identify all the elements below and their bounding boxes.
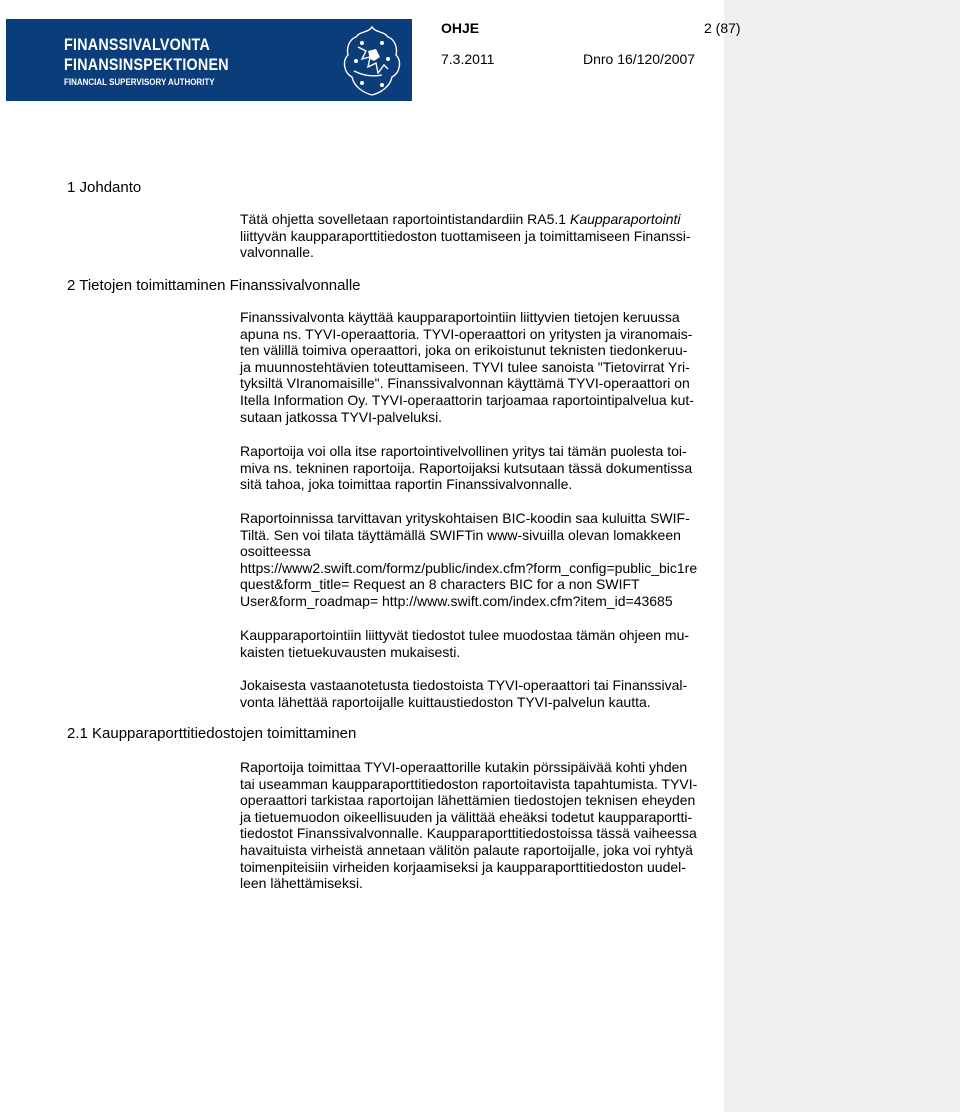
paragraph-toimittaminen [240, 759, 720, 892]
swift-url-line: https://www2.swift.com/formz/public/index.cfm?form_config=public_bic1re [240, 559, 698, 576]
text-line: kaisten tietuekuvausten mukaisesti. [240, 643, 461, 660]
text-line: tiedostot Finanssivalvonnalle. Kaupparaporttitiedostoissa tässä vaiheessa [240, 825, 697, 842]
page-number: 2 (87) [704, 20, 741, 36]
text-line: operaattori tarkistaa raportoijan lähettämien tiedostojen teknisen eheyden [240, 792, 696, 809]
text-line: Raportoija voi olla itse raportointivelvollinen yritys tai tämän puolesta toi- [240, 443, 687, 459]
reference-number: Dnro 16/120/2007 [583, 51, 696, 67]
paragraph-bic-code [240, 510, 720, 610]
heading-johdanto: 1 Johdanto [67, 179, 142, 196]
text-line: vonta lähettää raportoijalle kuittaustiedoston TYVI-palvelun kautta. [240, 693, 651, 710]
heading-tietojen-toimittaminen: 2 Tietojen toimittaminen Finanssivalvonnalle [67, 277, 361, 294]
heading-kaupparaporttitiedostojen-toimittaminen: 2.1 Kaupparaporttitiedostojen toimittaminen [67, 725, 357, 742]
text-line: Finanssivalvonta käyttää kaupparaportointiin liittyvien tietojen keruussa [240, 309, 680, 325]
text-line: miva ns. tekninen raportoija. Raportoijaksi kutsutaan tässä dokumentissa [240, 459, 693, 476]
right-margin-strip [724, 0, 960, 1112]
text-line: tai useamman kaupparaporttitiedoston raportoitavista tapahtumista. TYVI- [240, 775, 698, 792]
swift-url-line: quest&form_title= Request an 8 characters BIC for a non SWIFT [240, 576, 640, 593]
text-line: ten välillä toimiva operaattori, joka on erikoistunut teknisten tiedonkeruu- [240, 342, 688, 359]
text-line: osoitteessa [240, 543, 311, 560]
text-line: havaituista virheistä annetaan välitön palaute raportoijalle, joka voi ryhtyä [240, 841, 693, 858]
text-line: leen lähettämiseksi. [240, 875, 363, 892]
text-line-part: Tätä ohjetta sovelletaan raportointistandardiin RA5.1 [240, 211, 570, 227]
text-line: apuna ns. TYVI-operaattoria. TYVI-operaattori on yritysten ja viranomais- [240, 325, 693, 342]
text-line: Kaupparaportointiin liittyvät tiedostot tulee muodostaa tämän ohjeen mu- [240, 627, 690, 643]
text-line: Jokaisesta vastaanotetusta tiedostoista TYVI-operaattori tai Finanssival- [240, 677, 688, 693]
text-line: tyksiltä VIranomaisille". Finanssivalvonnan käyttämä TYVI-operaattori on [240, 375, 690, 392]
document-date: 7.3.2011 [441, 51, 495, 67]
paragraph-tiedostot [240, 627, 720, 660]
text-line: Raportoinnissa tarvittavan yrityskohtaisen BIC-koodin saa kuluitta SWIF- [240, 510, 690, 526]
logo-line-sv: FINANSINSPEKTIONEN [64, 55, 229, 74]
text-line: ja tietuemuodon oikeellisuuden ja välittää eheäksi todetut kaupparaportti- [240, 808, 693, 825]
logo-text [64, 36, 260, 88]
logo-line-fi: FINANSSIVALVONTA [64, 35, 211, 54]
text-line: valvonnalle. [240, 244, 314, 261]
paragraph-kuittaus [240, 677, 720, 710]
paragraph-tyvi [240, 309, 720, 425]
finanssivalvonta-logo [6, 19, 412, 101]
paragraph-raportoija [240, 443, 720, 493]
text-line [240, 211, 720, 228]
text-line: sutaan jatkossa TYVI-palveluksi. [240, 408, 443, 425]
text-line: Raportoija toimittaa TYVI-operaattorille kutakin pörssipäivää kohti yhden [240, 759, 688, 775]
paragraph-intro [240, 211, 720, 261]
swift-url-line: User&form_roadmap= http://www.swift.com/index.cfm?item_id=43685 [240, 592, 673, 609]
text-line: Itella Information Oy. TYVI-operaattorin tarjoamaa raportointipalvelua kut- [240, 391, 694, 408]
lion-emblem-icon [332, 21, 412, 101]
logo-line-en: FINANCIAL SUPERVISORY AUTHORITY [64, 77, 215, 88]
text-line: Tiltä. Sen voi tilata täyttämällä SWIFTin www-sivuilla olevan lomakkeen [240, 526, 681, 543]
text-line: liittyvän kaupparaporttitiedoston tuottamiseen ja toimittamiseen Finanssi- [240, 227, 691, 244]
text-line: ja muunnostehtävien toteuttamiseen. TYVI tulee sanoista "Tietovirrat Yri- [240, 358, 690, 375]
standard-name-italic: Kaupparaportointi [569, 211, 681, 227]
text-line: sitä tahoa, joka toimittaa raportin Finanssivalvonnalle. [240, 476, 573, 493]
document-type: OHJE [441, 20, 480, 36]
text-line: toimenpiteisiin virheiden korjaamiseksi ja kaupparaporttitiedoston uudel- [240, 858, 686, 875]
